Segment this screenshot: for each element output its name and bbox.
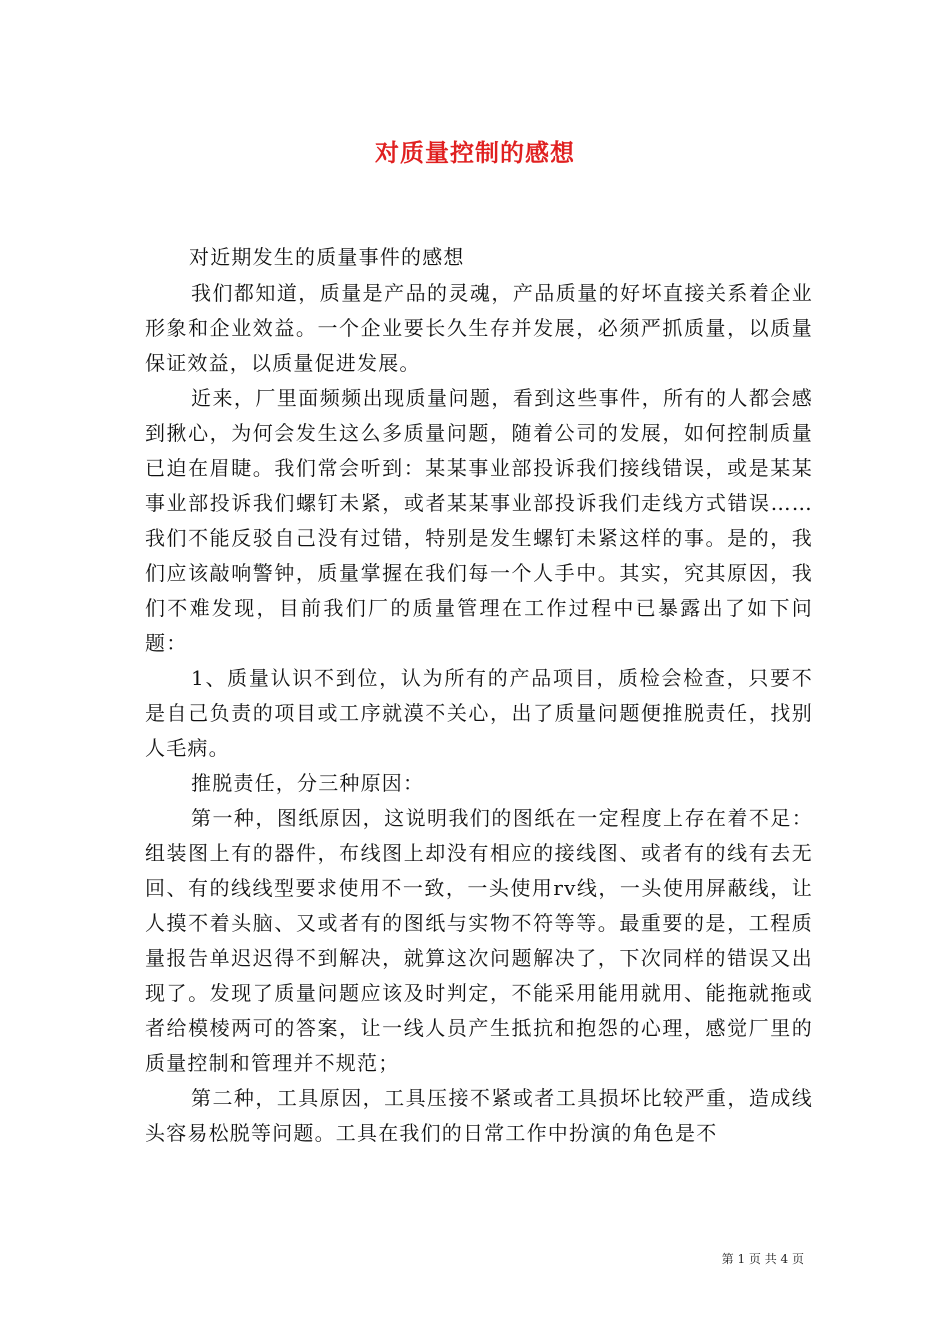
document-title: 对质量控制的感想 [375,138,575,167]
document-body [145,240,813,1151]
body-paragraph: 近来，厂里面频频出现质量问题，看到这些事件，所有的人都会感到揪心，为何会发生这么多质量问题，随着公司的发展，如何控制质量已迫在眉睫。我们常会听到：某某事业部投诉我们接线错误，或是某某事业部投诉我们螺钉未紧，或者某某事业部投诉我们走线方式错误……我们不能反驳自己没有过错，特别是发生螺钉未紧这样的事。是的，我们应该敲响警钟，质量掌握在我们每一个人手中。其实，究其原因，我们不难发现，目前我们厂的质量管理在工作过程中已暴露出了如下问题： [145,386,813,655]
document-subtitle: 对近期发生的质量事件的感想 [189,245,465,269]
body-paragraph: 第一种，图纸原因，这说明我们的图纸在一定程度上存在着不足：组装图上有的器件，布线图上却没有相应的接线图、或者有的线有去无回、有的线线型要求使用不一致，一头使用rv线，一头使用屏蔽线，让人摸不着头脑、又或者有的图纸与实物不符等等。最重要的是，工程质量报告单迟迟得不到解决，就算这次问题解决了，下次同样的错误又出现了。发现了质量问题应该及时判定，不能采用能用就用、能拖就拖或者给模棱两可的答案，让一线人员产生抵抗和抱怨的心理，感觉厂里的质量控制和管理并不规范； [145,806,813,1075]
page-number: 第 1 页 共 4 页 [721,1252,804,1266]
body-paragraph: 我们都知道，质量是产品的灵魂，产品质量的好坏直接关系着企业形象和企业效益。一个企业要长久生存并发展，必须严抓质量，以质量保证效益，以质量促进发展。 [145,281,813,375]
body-paragraph: 第二种，工具原因，工具压接不紧或者工具损坏比较严重，造成线头容易松脱等问题。工具在我们的日常工作中扮演的角色是不 [145,1086,813,1145]
body-paragraph: 1、质量认识不到位，认为所有的产品项目，质检会检查，只要不是自己负责的项目或工序就漠不关心，出了质量问题便推脱责任，找别人毛病。 [145,666,813,760]
body-paragraph: 推脱责任，分三种原因： [191,771,425,795]
